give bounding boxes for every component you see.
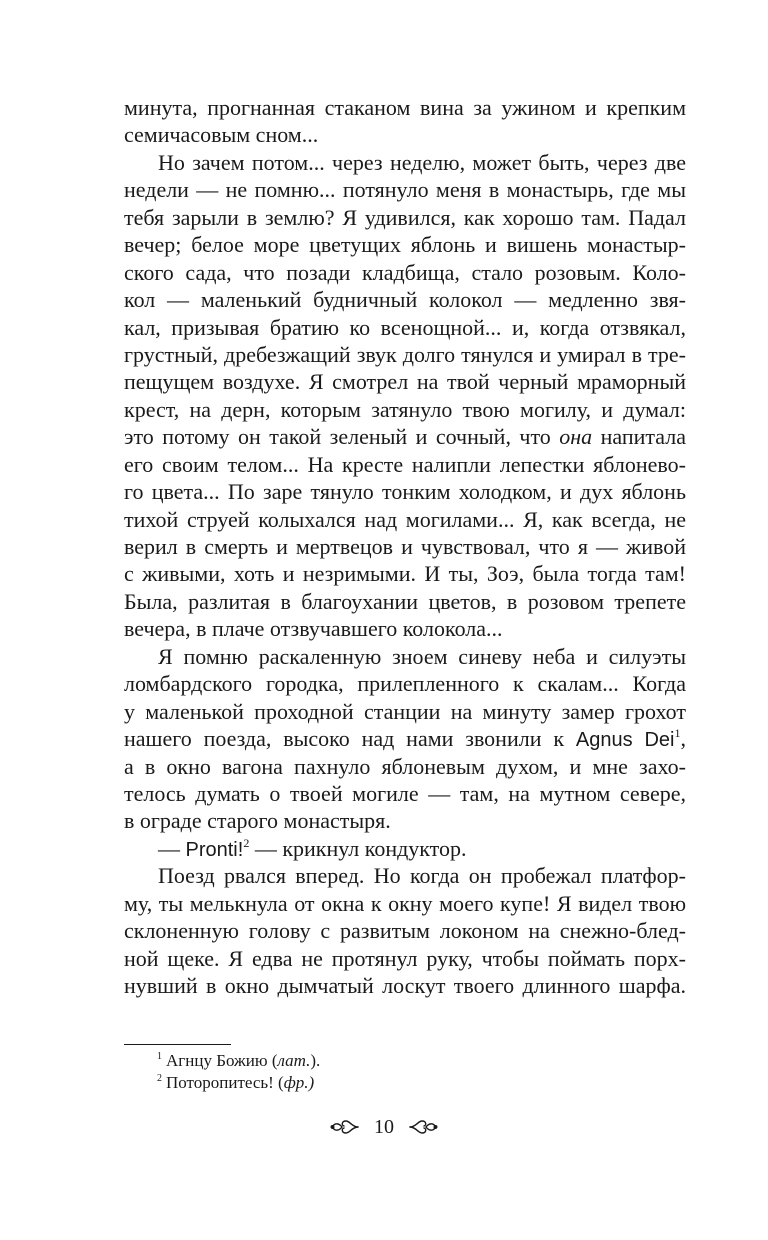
text-line: тебя зарыли в землю? Я удивился, как хорошо там. Падал	[124, 204, 686, 230]
text-line: Но зачем потом... через неделю, может быть, через две	[158, 149, 686, 175]
text-line: пещущем воздухе. Я смотрел на твой черный мраморный	[124, 369, 686, 395]
text-line: го цвета... По заре тянуло тонким холодком, и дух яблонь	[124, 479, 686, 505]
text-line: — Pronti!$^2$ — крикнул кондуктор.	[158, 835, 467, 861]
text-line: Была, разлитая в благоухании цветов, в розовом трепете	[124, 588, 686, 614]
text-line: у маленькой проходной станции на минуту замер грохот	[124, 698, 686, 724]
text-line: кол — маленький будничный колокол — медленно звя-	[124, 287, 686, 313]
text-line: му, ты мелькнула от окна к окну моего купе! Я видел твою	[124, 890, 686, 916]
text-line: нашего поезда, высоко над нами звонили к Agnus Dei$^1$,	[124, 726, 686, 752]
text-line: Я помню раскаленную зноем синеву неба и силуэты	[158, 643, 686, 669]
text-line: крест, на дерн, которым затянуло твою могилу, и думал:	[124, 396, 686, 422]
text-line: минута, прогнанная стаканом вина за ужином и крепким	[124, 95, 686, 120]
right-ornament-icon	[408, 1117, 438, 1137]
text-line: склоненную голову с развитым локоном на снежно-блед-	[124, 918, 686, 944]
footnote-2: $^2$ Поторопитесь! (фр.)	[157, 1073, 315, 1092]
footnotes	[157, 1050, 657, 1094]
footnote-1: $^1$ Агнцу Божию (лат.).	[157, 1051, 321, 1070]
text-line: Поезд рвался вперед. Но когда он пробежал платфор-	[158, 863, 686, 889]
text-line: а в окно вагона пахнуло яблоневым духом, и мне захо-	[124, 753, 686, 779]
text-line: его своим телом... На кресте налипли лепестки яблонево-	[124, 451, 686, 477]
page-number: 10	[374, 1116, 394, 1138]
text-line: вечер; белое море цветущих яблонь и вишень монастыр-	[124, 232, 686, 258]
text-line: грустный, дребезжащий звук долго тянулся и умирал в тре-	[124, 341, 686, 367]
text-line: кал, призывая братию ко всенощной... и, когда отзвякал,	[124, 314, 686, 340]
text-line: телось думать о твоей могиле — там, на мутном севере,	[124, 780, 686, 806]
text-line: это потому он такой зеленый и сочный, что она напитала	[124, 424, 686, 450]
text-line: тихой струей колыхался над могилами... Я, как всегда, не	[124, 506, 686, 532]
text-line: недели — не помню... потянуло меня в монастырь, где мы	[124, 177, 686, 203]
text-line: вечера, в плаче отзвучавшего колокола...	[124, 616, 503, 642]
text-line: нувший в окно дымчатый лоскут твоего длинного шарфа.	[124, 973, 686, 998]
text-line: ной щеке. Я едва не протянул руку, чтобы поймать порх-	[124, 945, 686, 971]
text-line: с живыми, хоть и незримыми. И ты, Зоэ, была тогда там!	[124, 561, 686, 587]
text-line: семичасовым сном...	[124, 122, 319, 148]
footnote-rule	[124, 1044, 231, 1045]
text-line: в ограде старого монастыря.	[124, 808, 391, 834]
text-line: ского сада, что позади кладбища, стало розовым. Коло-	[124, 259, 686, 285]
left-ornament-icon	[330, 1117, 360, 1137]
text-line: верил в смерть и мертвецов и чувствовал, что я — живой	[124, 534, 686, 559]
page-footer	[0, 1112, 768, 1142]
text-line: ломбардского городка, прилепленного к скалам... Когда	[124, 671, 686, 697]
page-body	[124, 94, 686, 999]
